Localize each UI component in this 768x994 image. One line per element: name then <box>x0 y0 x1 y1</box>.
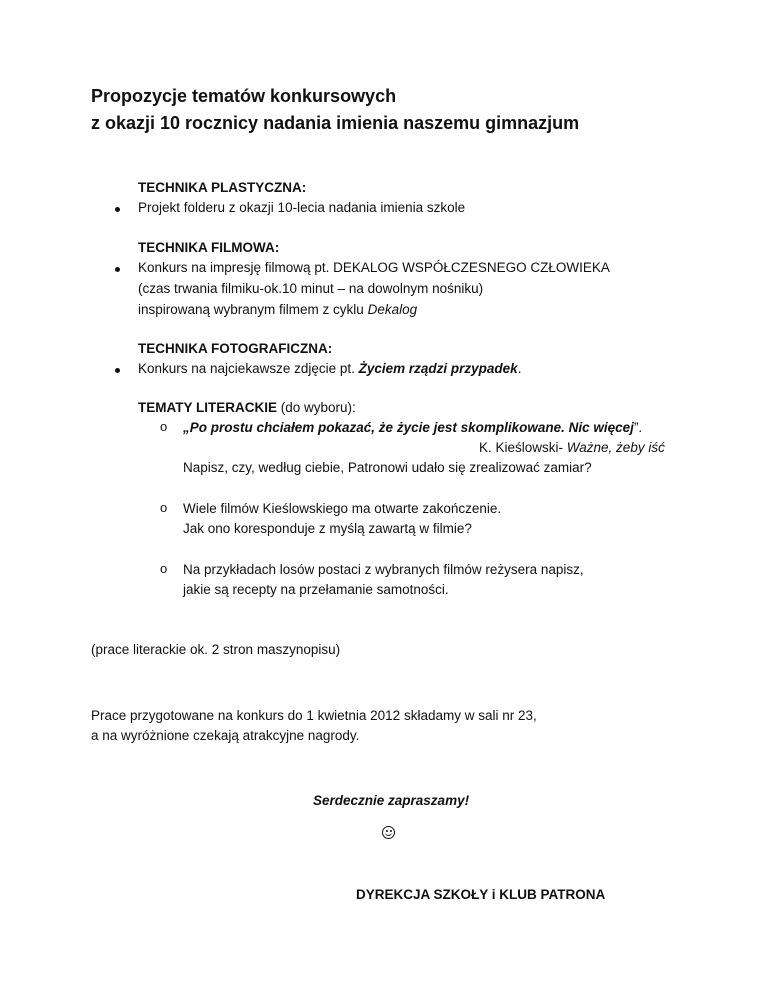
signature: DYREKCJA SZKOŁY i KLUB PATRONA <box>356 887 606 902</box>
circle-bullet-icon: o <box>160 500 168 515</box>
literary-item-2-line2: Jak ono koresponduje z myślą zawartą w filmie? <box>183 521 472 536</box>
literary-heading-rest: (do wyboru): <box>277 400 356 415</box>
smiley-face-icon <box>382 826 395 839</box>
section-fotograficzna-prefix: Konkurs na najciekawsze zdjęcie pt. <box>138 361 359 376</box>
circle-bullet-icon: o <box>160 419 168 434</box>
bullet-icon <box>115 267 120 272</box>
section-filmowa-line3 <box>138 302 417 317</box>
deadline-line-1: Prace przygotowane na konkurs do 1 kwietnia 2012 składamy w sali nr 23, <box>91 708 537 723</box>
bullet-icon <box>115 207 120 212</box>
deadline-line-2: a na wyróżnione czekają atrakcyjne nagrody. <box>91 728 360 743</box>
title-line-2: z okazji 10 rocznicy nadania imienia naszemu gimnazjum <box>91 113 580 133</box>
literary-item-2-line1: Wiele filmów Kieślowskiego ma otwarte zakończenie. <box>183 501 502 516</box>
literary-item-1-attribution <box>479 440 665 455</box>
literary-item-1-quote <box>183 420 642 435</box>
literary-item-1-question: Napisz, czy, według ciebie, Patronowi udało się zrealizować zamiar? <box>183 460 592 475</box>
length-note: (prace literackie ok. 2 stron maszynopisu) <box>91 642 341 657</box>
literary-heading-bold: TEMATY LITERACKIE <box>138 400 278 415</box>
invitation-text: Serdecznie zapraszamy! <box>313 793 470 808</box>
attribution-prefix: K. Kieślowski- <box>479 440 567 455</box>
section-plastyczna-heading: TECHNIKA PLASTYCZNA: <box>138 180 307 195</box>
kieslowski-quote-end: ”. <box>633 420 643 435</box>
section-filmowa-heading: TECHNIKA FILMOWA: <box>138 240 280 255</box>
literary-item-3-line2: jakie są recepty na przełamanie samotności. <box>183 582 449 597</box>
literary-item-3-line1: Na przykładach losów postaci z wybranych filmów reżysera napisz, <box>183 562 584 577</box>
circle-bullet-icon: o <box>160 561 168 576</box>
dekalog-title: Dekalog <box>367 302 418 317</box>
literary-heading <box>138 400 356 415</box>
title-line-1: Propozycje tematów konkursowych <box>91 86 397 106</box>
bullet-icon <box>115 368 120 373</box>
section-plastyczna-text: Projekt folderu z okazji 10-lecia nadania imienia szkole <box>138 200 466 215</box>
section-filmowa-line3-prefix: inspirowaną wybranym filmem z cyklu <box>138 302 368 317</box>
photo-contest-title: Życiem rządzi przypadek <box>358 361 518 376</box>
section-fotograficzna-suffix: . <box>517 361 522 376</box>
section-filmowa-line2: (czas trwania filmiku-ok.10 minut – na dowolnym nośniku) <box>138 281 484 296</box>
section-fotograficzna-heading: TECHNIKA FOTOGRAFICZNA: <box>138 341 333 356</box>
section-filmowa-text: Konkurs na impresję filmową pt. DEKALOG WSPÓŁCZESNEGO CZŁOWIEKA <box>138 260 610 275</box>
section-fotograficzna-text <box>138 361 521 376</box>
kieslowski-quote: „Po prostu chciałem pokazać, że życie jest skomplikowane. Nic więcej <box>183 420 634 435</box>
attribution-title: Ważne, żeby iść <box>566 440 665 455</box>
